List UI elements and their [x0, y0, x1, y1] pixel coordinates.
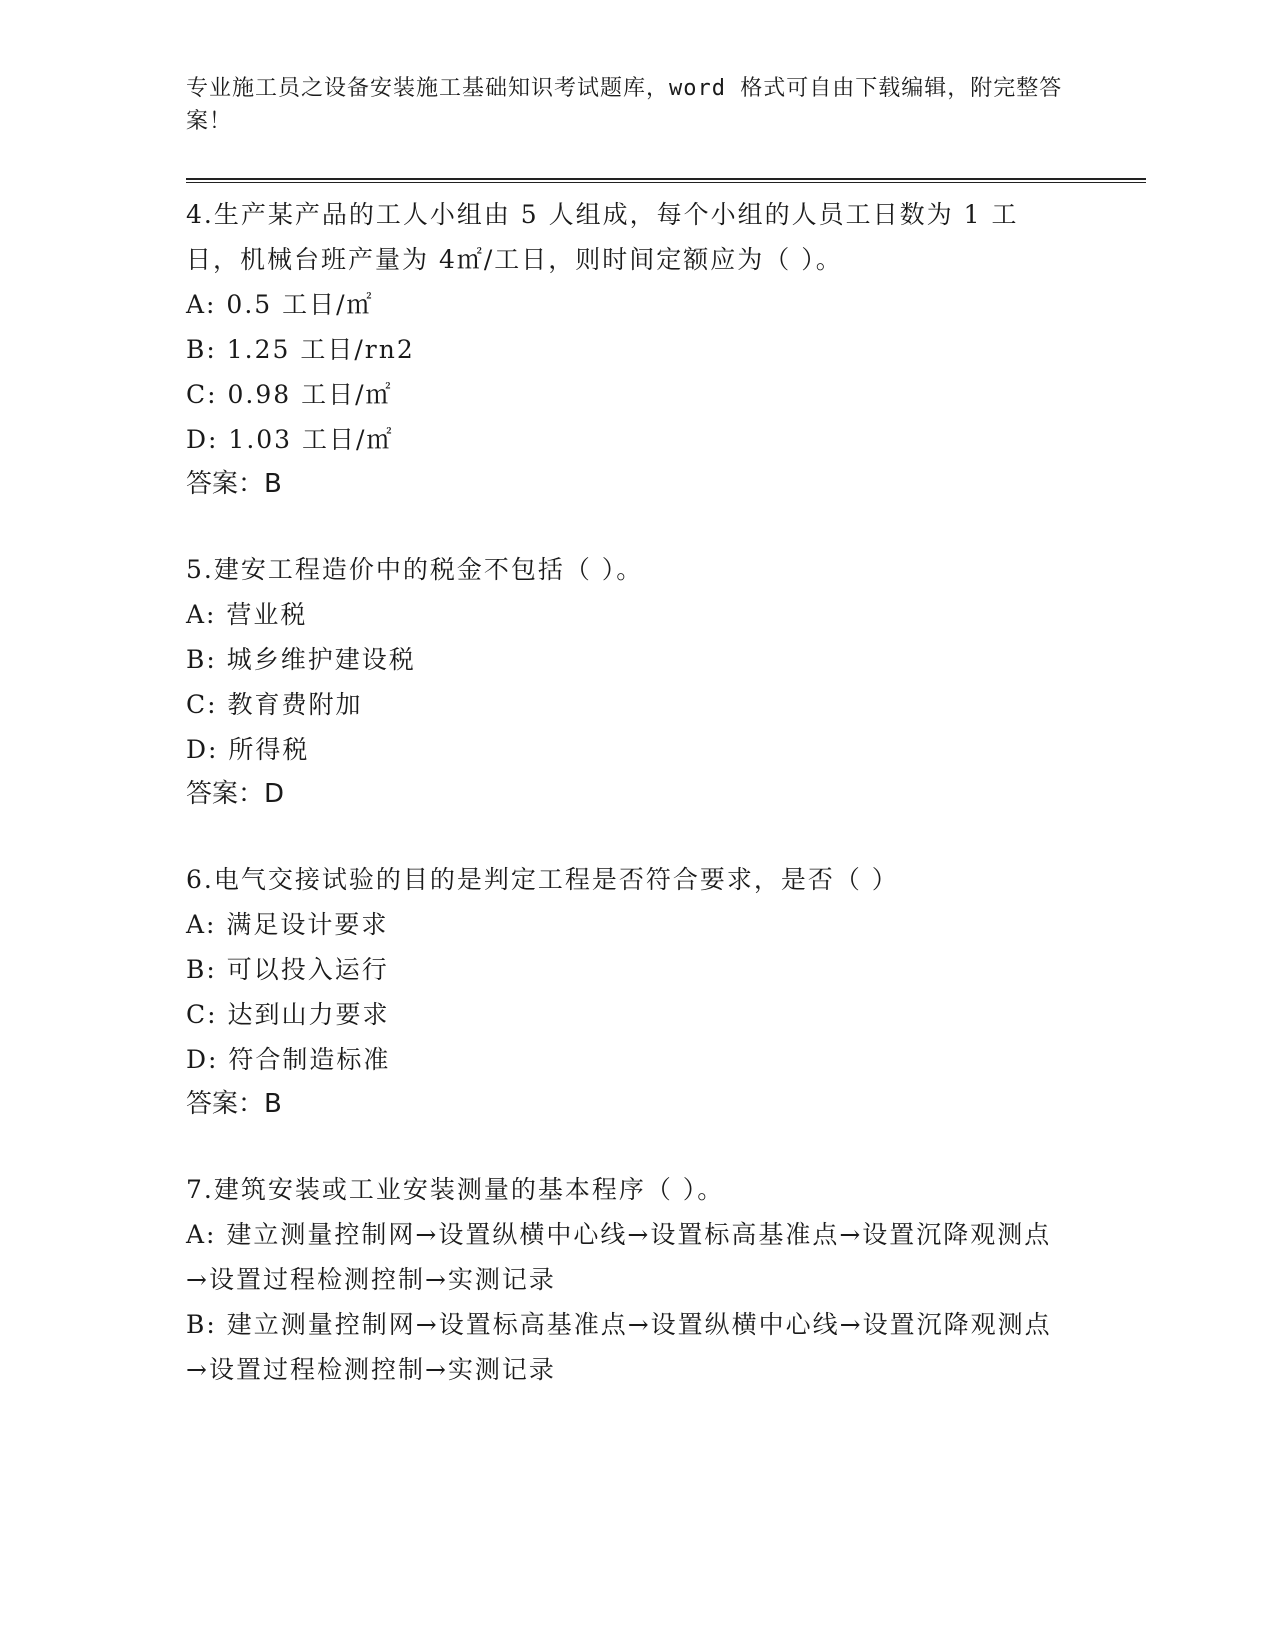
- question-text: 5.建安工程造价中的税金不包括（ ）。: [186, 555, 644, 584]
- option-d: D: 所得税: [186, 735, 310, 764]
- answer: 答案：B: [186, 469, 282, 499]
- option-b: B: 可以投入运行: [186, 955, 389, 984]
- option-b: B: 1.25 工日/rn2: [186, 335, 415, 364]
- question-text: 6.电气交接试验的目的是判定工程是否符合要求，是否（ ）: [186, 865, 899, 894]
- option-d: D: 符合制造标准: [186, 1045, 391, 1074]
- option-c: C: 教育费附加: [186, 690, 363, 719]
- option-b: B: 城乡维护建设税: [186, 645, 416, 674]
- option-a: A: 0.5 工日/㎡: [186, 290, 374, 319]
- option-b: B: 建立测量控制网→设置标高基准点→设置纵横中心线→设置沉降观测点→设置过程检测控制→实测记录: [186, 1310, 1052, 1384]
- question-text: 4.生产某产品的工人小组由 5 人组成，每个小组的人员工日数为 1 工日，机械台班产量为 4㎡/工日，则时间定额应为（ ）。: [186, 200, 1019, 274]
- question-6: [186, 857, 1066, 1127]
- option-c: C: 0.98 工日/㎡: [186, 380, 393, 409]
- question-5: [186, 547, 1066, 817]
- document-header: 专业施工员之设备安装施工基础知识考试题库，word 格式可自由下载编辑，附完整答案！: [186, 76, 1063, 134]
- option-c: C: 达到山力要求: [186, 1000, 390, 1029]
- answer: 答案：B: [186, 1089, 282, 1119]
- option-a: A: 营业税: [186, 600, 308, 629]
- header-divider: [186, 178, 1146, 183]
- question-4: [186, 192, 1066, 507]
- answer: 答案：D: [186, 779, 285, 809]
- question-7: [186, 1167, 1066, 1392]
- question-text: 7.建筑安装或工业安装测量的基本程序（ ）。: [186, 1175, 725, 1204]
- question-list: [186, 192, 1066, 1432]
- option-a: A: 满足设计要求: [186, 910, 389, 939]
- option-a: A: 建立测量控制网→设置纵横中心线→设置标高基准点→设置沉降观测点→设置过程检测控制→实测记录: [186, 1220, 1052, 1294]
- option-d: D: 1.03 工日/㎡: [186, 425, 394, 454]
